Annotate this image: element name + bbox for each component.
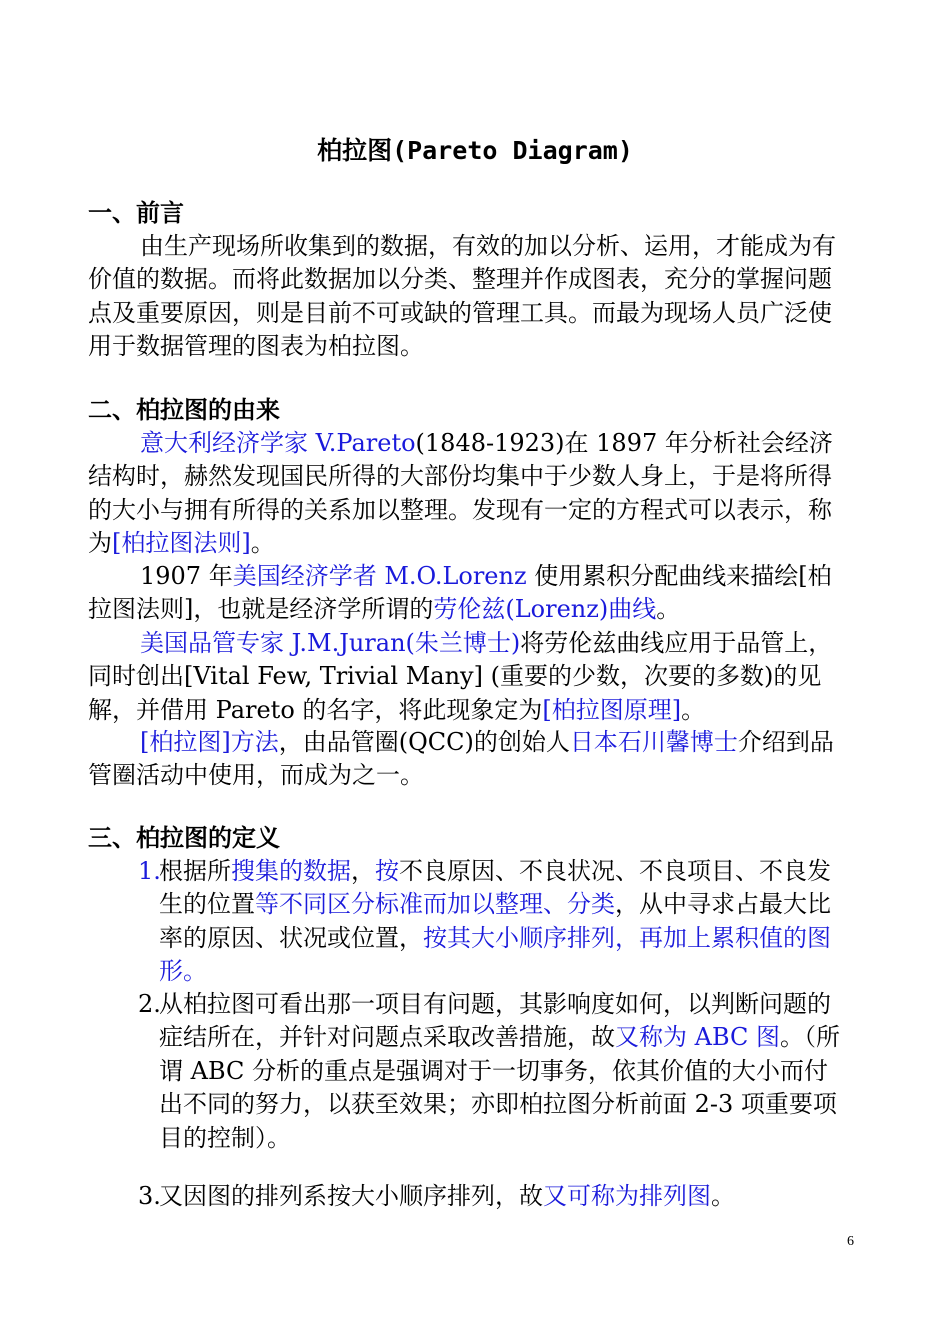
text-span: ， [351, 857, 375, 885]
item-number: 1. [138, 857, 161, 885]
definition-item-3 [138, 1180, 852, 1213]
text-span: 。 [656, 595, 681, 624]
text-span: 1907 年 [140, 562, 233, 590]
origin-paragraph-4 [88, 726, 852, 793]
highlight-span: 搜集的数据 [231, 857, 351, 885]
text-span: (1848-1923)在 1897 年分析社会经济结构时，赫然发现国民所得的大部份均集中于少数人身上，于是将所得的大小与拥有所得的关系加以整理。发现有一定的方程式可以表示，称为 [88, 429, 833, 558]
pareto-name: 意大利经济学家 V.Pareto [140, 429, 416, 457]
text-span: 使用累积分配曲线来描绘[柏拉图法则]，也就是经济学所谓的 [88, 562, 832, 624]
text-span: 。 [681, 695, 706, 724]
text-span: ，从中寻求占最大比率的原因、状况或位置， [159, 890, 831, 952]
section-heading-origin: 二、柏拉图的由来 [88, 396, 280, 424]
text-span: 。 [711, 1182, 735, 1210]
preface-text: 由生产现场所收集到的数据，有效的加以分析、运用，才能成为有价值的数据。而将此数据加以分类、整理并作成图表，充分的掌握问题点及重要原因，则是目前不可或缺的管理工具。而最为现场人员广泛使用于数据管理的图表为柏拉图。 [88, 232, 836, 361]
text-span: 从柏拉图可看出那一项目有问题，其影响度如何，以判断问题的症结所在，并针对问题点采取改善措施，故 [159, 990, 831, 1052]
page-number: 6 [847, 1234, 854, 1249]
text-span: 介绍到品管圈活动中使用，而成为之一。 [88, 728, 834, 790]
abc-chart-name: 又称为 ABC 图 [615, 1023, 781, 1052]
item-number: 3. [138, 1182, 161, 1210]
lorenz-name: 美国经济学者 M.O.Lorenz [232, 562, 527, 590]
highlight-span: 按其大小顺序排列，再加上累积值的图形。 [159, 923, 831, 986]
pareto-method: [柏拉图]方法 [140, 728, 279, 756]
pareto-principle: [柏拉图原理] [542, 695, 682, 724]
page-title: 柏拉图(Pareto Diagram) [317, 136, 633, 165]
text-span: 。 [250, 529, 275, 558]
ishikawa-name: 日本石川馨博士 [569, 728, 738, 756]
origin-paragraph-2 [88, 560, 852, 627]
definition-item-2 [138, 988, 852, 1155]
text-span: 又因图的排列系按大小顺序排列，故 [159, 1182, 543, 1210]
text-span: 将劳伦兹曲线应用于品管上，同时创出[Vital Few, Trivial Many] (重要的少数，次要的多数)的见解，并借用 Pareto 的名字，将此现象定为 [88, 629, 833, 724]
item-number: 2. [138, 990, 161, 1018]
definition-item-1 [138, 855, 852, 989]
section-heading-definition: 三、柏拉图的定义 [88, 824, 280, 852]
highlight-span: 按 [375, 857, 399, 885]
origin-paragraph-3 [88, 627, 852, 727]
sequence-chart-name: 又可称为排列图 [543, 1182, 711, 1210]
lorenz-curve: 劳伦兹(Lorenz)曲线 [433, 595, 657, 624]
section-heading-preface: 一、前言 [88, 199, 184, 227]
text-span: 。（所谓 ABC 分析的重点是强调对于一切事务，依其价值的大小而付出不同的努力，以获至效果；亦即柏拉图分析前面 2-3 项重要项目的控制）。 [159, 1023, 841, 1152]
text-span: 不良原因、不良状况、不良项目、不良发生的位置 [159, 857, 831, 919]
origin-paragraph-1 [88, 427, 852, 561]
text-span: ，由品管圈(QCC)的创始人 [278, 728, 570, 756]
preface-paragraph [88, 230, 852, 364]
highlight-span: 等不同区分标准而加以整理、分类 [255, 890, 615, 919]
juran-name: 美国品管专家 J.M.Juran(朱兰博士) [140, 629, 521, 657]
pareto-law: [柏拉图法则] [112, 529, 251, 558]
text-span: 根据所 [159, 857, 231, 885]
